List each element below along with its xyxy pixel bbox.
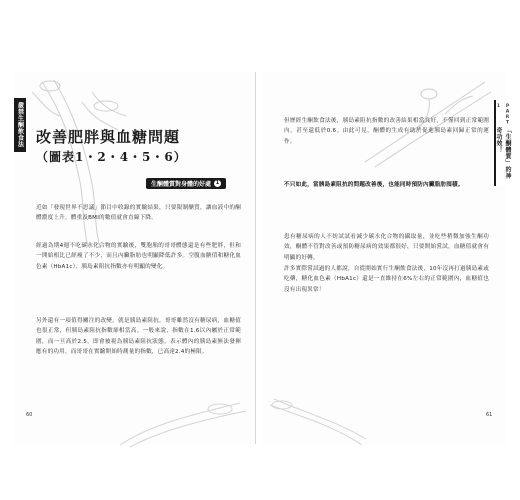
section-title: 改善肥胖與血糖問題	[36, 128, 181, 146]
benefit-tag-number: 1	[215, 180, 220, 186]
left-paragraph-1: 近如「發現世界不思議」節目中收錄的實驗結果，只要限制醣質，讓血液中的酮體濃度上升，體重及BMI的數值就會直線下降。	[36, 205, 241, 222]
chapter-part-label: PART 1	[496, 104, 510, 126]
page-number-right: 61	[486, 412, 493, 418]
right-paragraph-2-emphasis: 不只如此，當胰島素阻抗的問題改善後，也能同時預防內臟脂肪囤積。	[284, 182, 464, 188]
benefit-tag	[146, 178, 226, 189]
chapter-side-tab-left	[14, 98, 26, 152]
chapter-side-tab-right	[494, 100, 510, 186]
chapter-side-tab-left-label: 嚴禁生酮飲食法	[16, 102, 24, 148]
chapter-side-tab-right-label: 「生酮體質」的神奇功效！	[495, 127, 511, 180]
left-paragraph-2: 經過為期4週不吃碳水化合物的實驗後，雙胞胎的哥哥體態還是有些肥胖，但和一開始相比已經瘦了不少，而且內臟脂肪也明顯降低許多。空腹血糖值和糖化血色素（HbA1c）、胰島素阻抗指數亦有明顯的變化。	[36, 243, 241, 270]
right-paragraph-1: 但歷經生酮飲食法後，胰島素阻抗指數的改善結果相當良好，不僅回到正常範圍內，甚至還低於0.6。由此可見，酮體的生成有助於促進胰島素回歸正常的運作。	[284, 118, 489, 145]
page-number-left: 60	[26, 412, 33, 418]
sketch-illustration-right-bottom	[262, 395, 372, 450]
right-paragraph-4: 許多實際嘗試過的人都說，自從開始實行生酮飲食法後，10年沒再打過胰島素或吃藥，糖化血色素（HbA1c）還是一直維持在6%左右的正常範圍內，血糖值也沒有出現異常！	[284, 266, 489, 293]
right-paragraph-3: 患有糖尿病的人不妨試試看減少碳水化合物的攝取量，並吃些稍微加強生酮功效，酮體不管對改善或預防糖尿病的效果都很好，只要開始嘗試，血糖值就會有明顯的好轉。	[284, 234, 489, 261]
sketch-illustration-left-bottom	[110, 395, 250, 450]
section-subtitle: （圖表1・2・4・5・6）	[36, 150, 187, 164]
benefit-tag-label: 生酮體質對身體的好處	[151, 181, 212, 188]
left-paragraph-3: 另外還有一項值得關注的改變，就是胰島素阻抗。哥哥雖然沒有糖尿病，血糖值也很正常，但胰島素阻抗指數卻相當高。一般來說，指數在1.6以內屬於正常範圍，而一旦高於2.5，即會被視為胰島素阻抗狀態，表示體內的胰島素無法發揮應有的功用，而哥哥在實驗開始時測量的指數，已高達2.4的極限。	[36, 318, 241, 356]
